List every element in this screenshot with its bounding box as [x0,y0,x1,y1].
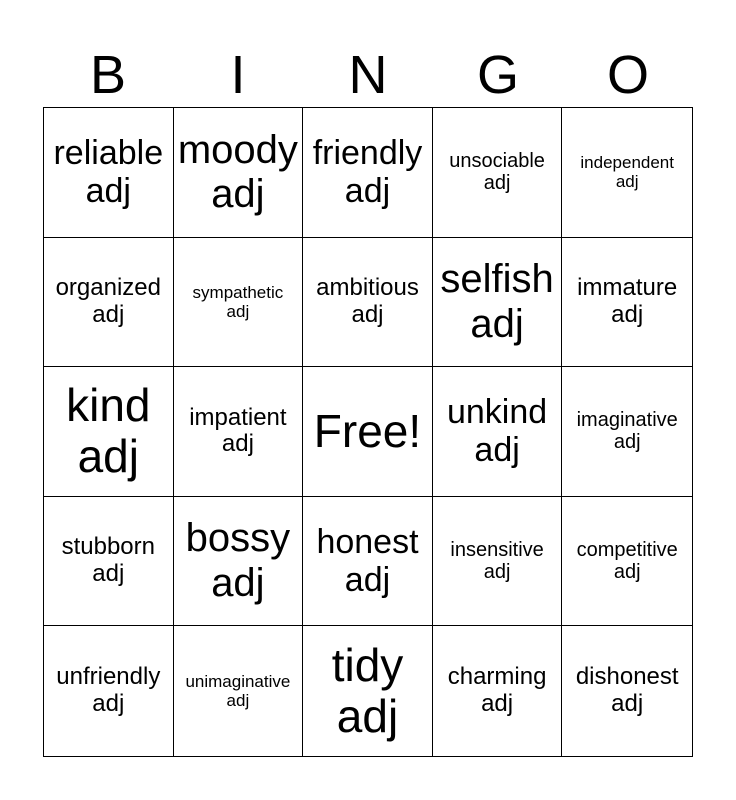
cell-part-of-speech: adj [611,300,644,328]
header-letter-n: N [348,45,388,105]
bingo-cell[interactable] [44,367,174,497]
bingo-cell[interactable] [562,108,692,238]
cell-word: insensitive [450,538,544,561]
cell-word: tidy [331,638,404,691]
cell-part-of-speech: adj [474,431,520,470]
cell-part-of-speech: adj [211,561,265,606]
bingo-board [43,107,693,757]
bingo-cell[interactable] [174,626,304,756]
bingo-cell[interactable] [433,497,563,627]
bingo-cell[interactable] [44,626,174,756]
bingo-cell[interactable] [562,238,692,368]
cell-word: organized [55,274,161,302]
bingo-cell[interactable] [44,238,174,368]
cell-word: kind [66,378,151,431]
cell-part-of-speech: adj [92,300,125,328]
cell-word: unsociable [449,149,545,172]
cell-word: moody [177,127,298,172]
cell-word: honest [316,523,419,562]
cell-part-of-speech: adj [470,301,524,346]
cell-part-of-speech: adj [336,690,399,743]
cell-word: unfriendly [56,663,161,691]
free-space-label: Free! [313,404,422,457]
cell-part-of-speech: adj [226,301,250,321]
cell-word: unkind [446,393,548,432]
cell-part-of-speech: adj [211,172,265,217]
cell-part-of-speech: adj [344,561,391,600]
cell-part-of-speech: adj [226,691,250,711]
cell-word: bossy [185,516,291,561]
cell-word: competitive [576,538,678,561]
bingo-cell[interactable] [174,497,304,627]
cell-word: dishonest [575,663,679,691]
cell-part-of-speech: adj [344,172,391,211]
bingo-cell[interactable] [303,238,433,368]
cell-word: immature [577,274,678,302]
cell-part-of-speech: adj [611,690,644,718]
bingo-cell[interactable] [562,497,692,627]
cell-part-of-speech: adj [483,172,511,195]
cell-word: selfish [440,257,554,302]
cell-word: ambitious [316,274,419,302]
cell-part-of-speech: adj [92,690,125,718]
cell-word: impatient [189,403,287,431]
cell-part-of-speech: adj [615,172,639,192]
cell-word: unimaginative [185,672,291,692]
cell-word: friendly [312,134,423,173]
bingo-header [43,44,693,106]
cell-part-of-speech: adj [351,300,384,328]
bingo-cell[interactable] [303,626,433,756]
bingo-cell[interactable] [433,238,563,368]
bingo-cell[interactable] [174,367,304,497]
cell-word: sympathetic [192,282,284,302]
cell-word: reliable [53,134,164,173]
bingo-cell[interactable] [303,108,433,238]
header-letter-g: G [476,45,519,105]
cell-word: stubborn [61,533,155,561]
cell-part-of-speech: adj [85,172,131,211]
cell-part-of-speech: adj [483,561,511,584]
bingo-cell[interactable] [433,367,563,497]
bingo-cell[interactable] [44,108,174,238]
header-letter-b: B [89,45,127,105]
cell-part-of-speech: adj [613,431,641,454]
bingo-cell[interactable] [433,108,563,238]
bingo-cell[interactable] [433,626,563,756]
cell-word: imaginative [576,409,678,432]
header-letter-o: O [606,45,649,105]
cell-word: charming [447,663,547,691]
bingo-cell[interactable] [562,367,692,497]
bingo-cell[interactable] [303,497,433,627]
cell-part-of-speech: adj [613,561,641,584]
bingo-cell[interactable] [174,238,304,368]
bingo-cell[interactable] [44,497,174,627]
cell-part-of-speech: adj [221,430,254,458]
header-letter-i: I [230,45,246,105]
cell-word: independent [580,153,674,173]
free-space-cell[interactable] [303,367,433,497]
cell-part-of-speech: adj [92,560,125,588]
cell-part-of-speech: adj [77,430,139,483]
bingo-cell[interactable] [174,108,304,238]
cell-part-of-speech: adj [481,690,514,718]
bingo-cell[interactable] [562,626,692,756]
